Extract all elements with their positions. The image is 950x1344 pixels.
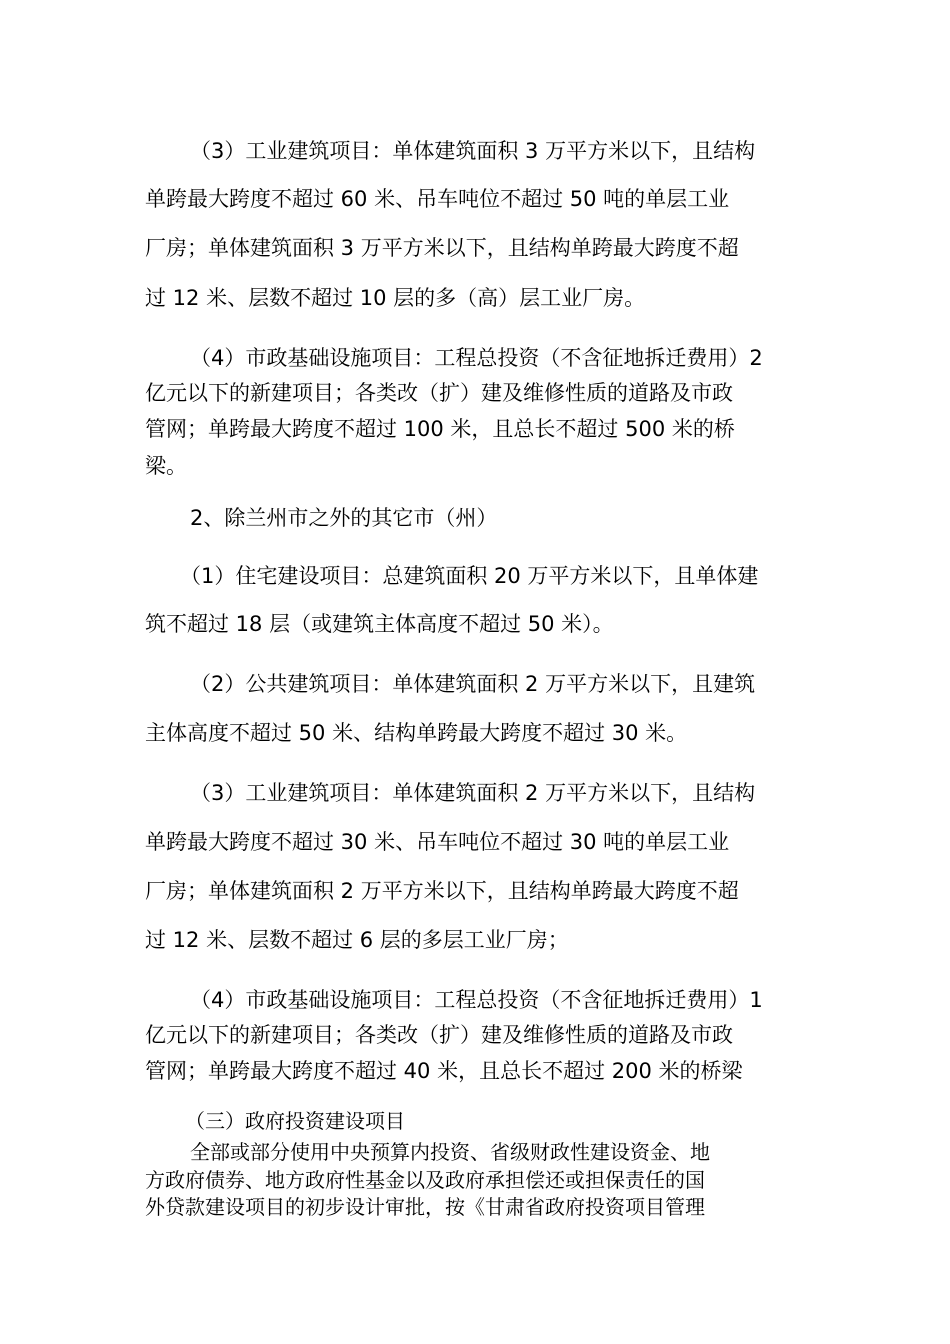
paragraph-line: （4）市政基础设施项目：工程总投资（不含征地拆迁费用）1 <box>190 988 763 1012</box>
paragraph-line: 筑不超过 18 层（或建筑主体高度不超过 50 米）。 <box>145 612 614 636</box>
paragraph-line: （2）公共建筑项目：单体建筑面积 2 万平方米以下，且建筑 <box>190 672 756 696</box>
paragraph-line: 亿元以下的新建项目；各类改（扩）建及维修性质的道路及市政 <box>145 381 733 405</box>
section-heading: （三）政府投资建设项目 <box>185 1109 405 1133</box>
paragraph-line: 单跨最大跨度不超过 60 米、吊车吨位不超过 50 吨的单层工业 <box>145 187 730 211</box>
paragraph-line: 主体高度不超过 50 米、结构单跨最大跨度不超过 30 米。 <box>145 721 688 745</box>
paragraph-line: 管网；单跨最大跨度不超过 100 米，且总长不超过 500 米的桥 <box>145 417 735 441</box>
section-heading: 2、除兰州市之外的其它市（州） <box>190 506 498 530</box>
paragraph-line: 厂房；单体建筑面积 3 万平方米以下，且结构单跨最大跨度不超 <box>145 236 739 260</box>
paragraph-line: 单跨最大跨度不超过 30 米、吊车吨位不超过 30 吨的单层工业 <box>145 830 730 854</box>
paragraph-line: 管网；单跨最大跨度不超过 40 米，且总长不超过 200 米的桥梁 <box>145 1059 743 1083</box>
paragraph-line: 梁。 <box>145 454 187 478</box>
paragraph-line: 过 12 米、层数不超过 10 层的多（高）层工业厂房。 <box>145 286 646 310</box>
paragraph-line: （3）工业建筑项目：单体建筑面积 2 万平方米以下，且结构 <box>190 781 756 805</box>
paragraph-line: 外贷款建设项目的初步设计审批，按《甘肃省政府投资项目管理 <box>145 1195 705 1219</box>
paragraph-line: 全部或部分使用中央预算内投资、省级财政性建设资金、地 <box>190 1140 710 1164</box>
paragraph-line: 方政府债券、地方政府性基金以及政府承担偿还或担保责任的国 <box>145 1168 705 1192</box>
paragraph-line: 亿元以下的新建项目；各类改（扩）建及维修性质的道路及市政 <box>145 1023 733 1047</box>
paragraph-line: 过 12 米、层数不超过 6 层的多层工业厂房； <box>145 928 569 952</box>
paragraph-line: （3）工业建筑项目：单体建筑面积 3 万平方米以下，且结构 <box>190 139 756 163</box>
paragraph-line: （1）住宅建设项目：总建筑面积 20 万平方米以下，且单体建 <box>180 564 759 588</box>
paragraph-line: （4）市政基础设施项目：工程总投资（不含征地拆迁费用）2 <box>190 346 763 370</box>
paragraph-line: 厂房；单体建筑面积 2 万平方米以下，且结构单跨最大跨度不超 <box>145 879 739 903</box>
